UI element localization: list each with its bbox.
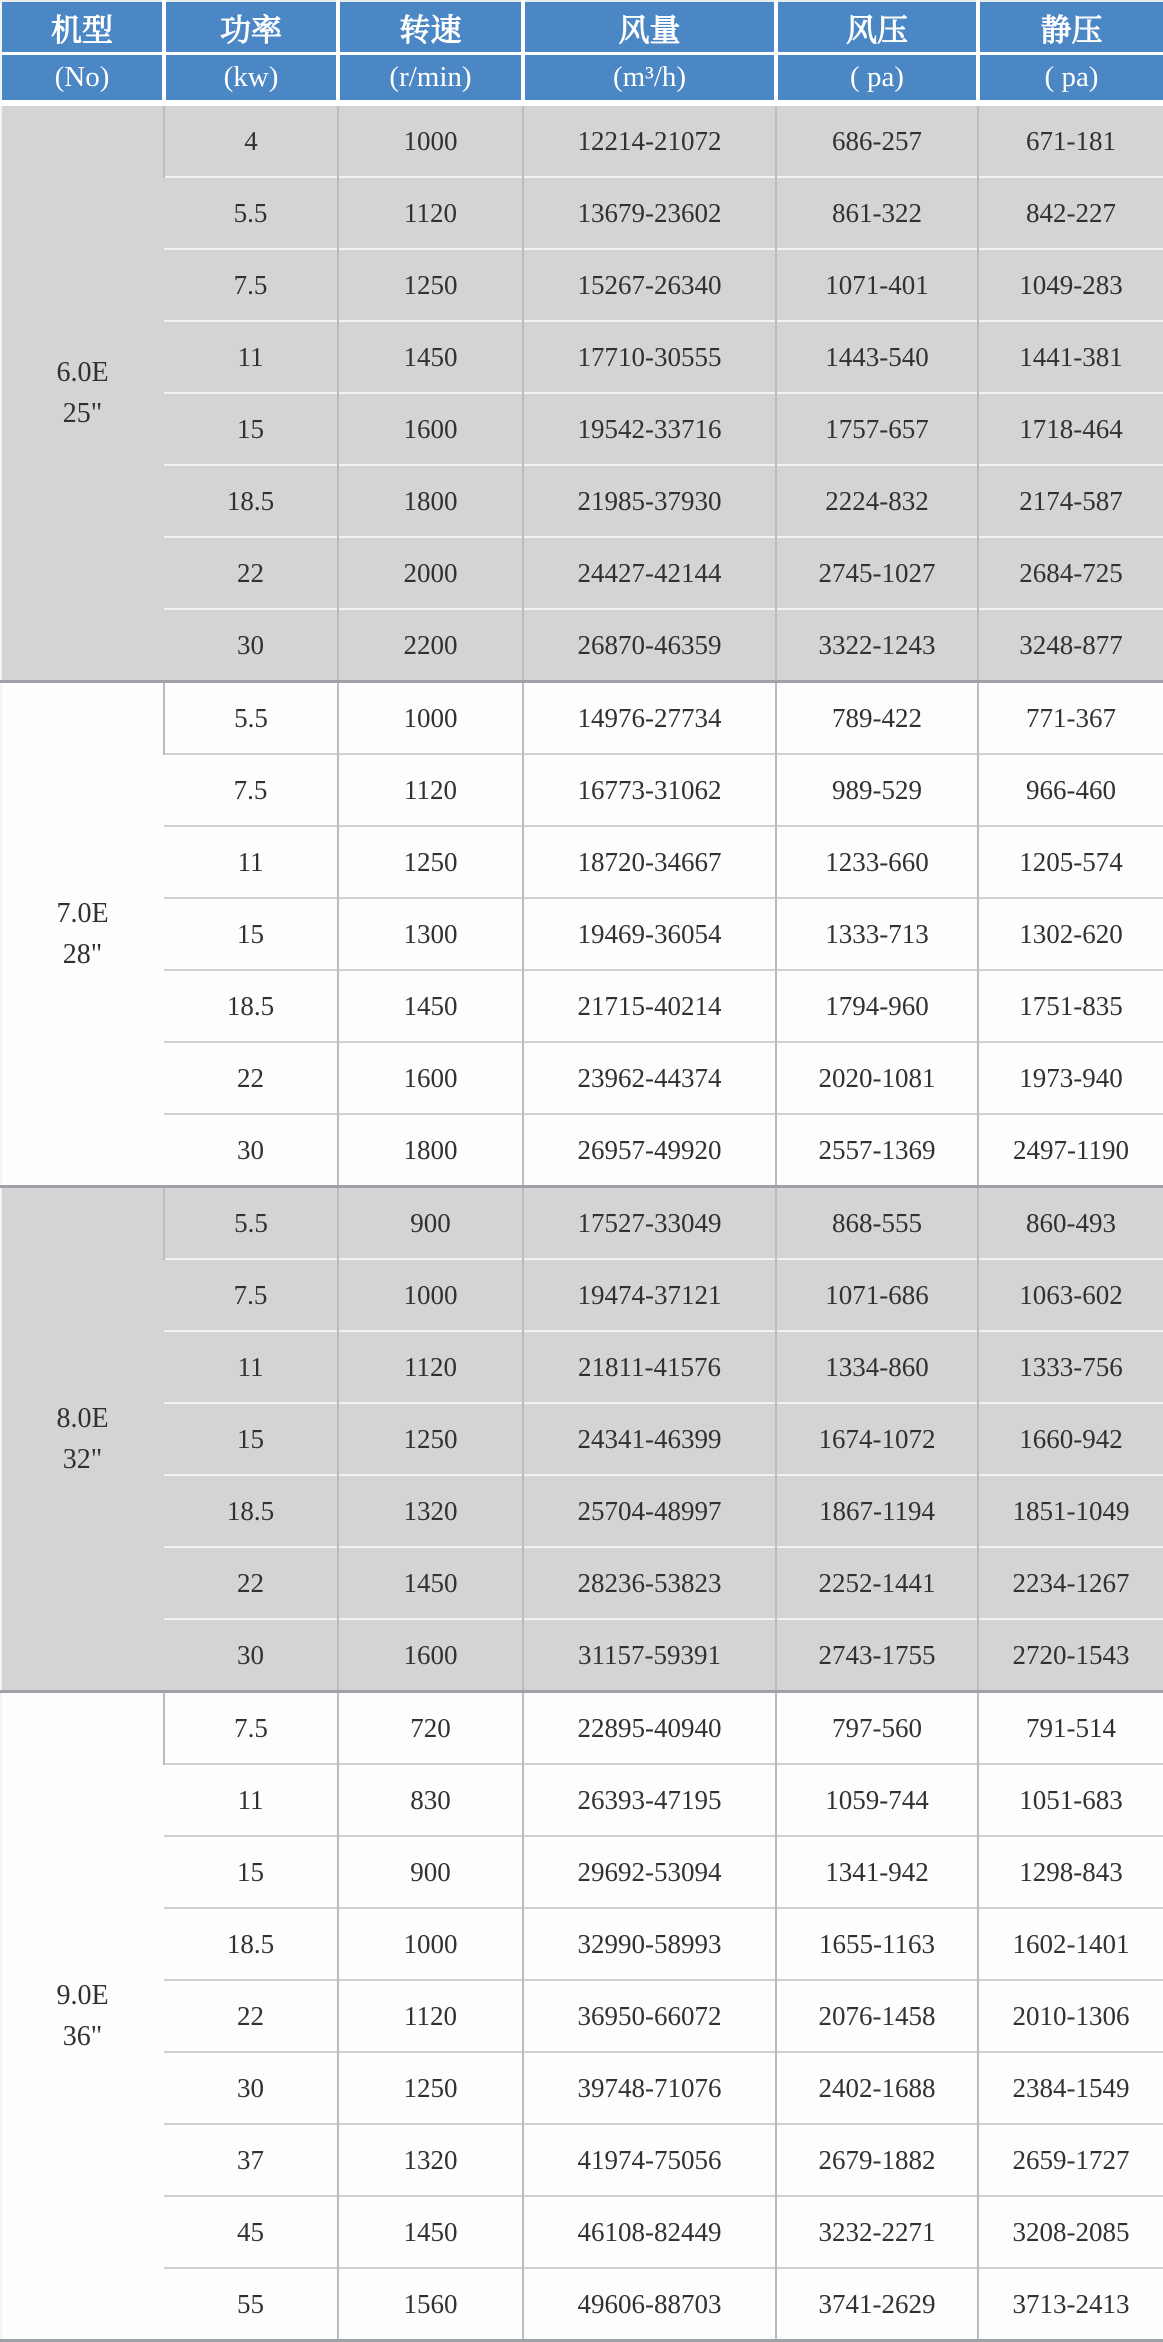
speed-cell: 1000: [338, 1259, 523, 1331]
speed-cell: 1120: [338, 1331, 523, 1403]
speed-cell: 900: [338, 1836, 523, 1908]
speed-cell: 1800: [338, 1114, 523, 1187]
pressure-cell: 1443-540: [776, 321, 978, 393]
table-row: [1, 826, 1163, 898]
table-row: [1, 1547, 1163, 1619]
pressure-cell: 989-529: [776, 754, 978, 826]
header-model: 机型: [1, 1, 164, 54]
power-cell: 4: [164, 103, 338, 177]
airflow-cell: 14976-27734: [523, 682, 776, 755]
airflow-cell: 26393-47195: [523, 1764, 776, 1836]
table-header: [1, 1, 1163, 103]
pressure-cell: 861-322: [776, 177, 978, 249]
table-row: [1, 1403, 1163, 1475]
model-cell: [1, 103, 164, 682]
model-size: 25": [62, 397, 103, 429]
airflow-cell: 19474-37121: [523, 1259, 776, 1331]
model-cell: [1, 1692, 164, 2341]
pressure-cell: 1341-942: [776, 1836, 978, 1908]
header-airflow: 风量: [523, 1, 776, 54]
airflow-cell: 28236-53823: [523, 1547, 776, 1619]
airflow-cell: 39748-71076: [523, 2052, 776, 2124]
pressure-cell: 1059-744: [776, 1764, 978, 1836]
static-pressure-cell: 2174-587: [978, 465, 1163, 537]
table-row: [1, 249, 1163, 321]
static-pressure-cell: 1718-464: [978, 393, 1163, 465]
pressure-cell: 2745-1027: [776, 537, 978, 609]
unit-speed: (r/min): [338, 54, 523, 104]
speed-cell: 2200: [338, 609, 523, 682]
model-cell: [1, 682, 164, 1187]
airflow-cell: 12214-21072: [523, 103, 776, 177]
table-row: [1, 1692, 1163, 1765]
speed-cell: 1000: [338, 103, 523, 177]
table-row: [1, 1114, 1163, 1187]
power-cell: 15: [164, 898, 338, 970]
pressure-cell: 2557-1369: [776, 1114, 978, 1187]
speed-cell: 900: [338, 1187, 523, 1260]
unit-model: (No): [1, 54, 164, 104]
static-pressure-cell: 1051-683: [978, 1764, 1163, 1836]
static-pressure-cell: 671-181: [978, 103, 1163, 177]
table-row: [1, 537, 1163, 609]
speed-cell: 1250: [338, 2052, 523, 2124]
table-row: [1, 1259, 1163, 1331]
static-pressure-cell: 791-514: [978, 1692, 1163, 1765]
static-pressure-cell: 1063-602: [978, 1259, 1163, 1331]
airflow-cell: 26870-46359: [523, 609, 776, 682]
static-pressure-cell: 966-460: [978, 754, 1163, 826]
pressure-cell: 3322-1243: [776, 609, 978, 682]
table-row: [1, 393, 1163, 465]
table-row: [1, 1331, 1163, 1403]
static-pressure-cell: 2659-1727: [978, 2124, 1163, 2196]
airflow-cell: 41974-75056: [523, 2124, 776, 2196]
static-pressure-cell: 1973-940: [978, 1042, 1163, 1114]
power-cell: 18.5: [164, 1475, 338, 1547]
pressure-cell: 1867-1194: [776, 1475, 978, 1547]
pressure-cell: 2076-1458: [776, 1980, 978, 2052]
power-cell: 11: [164, 1764, 338, 1836]
speed-cell: 1000: [338, 682, 523, 755]
static-pressure-cell: 1302-620: [978, 898, 1163, 970]
table-row: [1, 1187, 1163, 1260]
static-pressure-cell: 1049-283: [978, 249, 1163, 321]
power-cell: 7.5: [164, 1259, 338, 1331]
speed-cell: 1300: [338, 898, 523, 970]
pressure-cell: 1333-713: [776, 898, 978, 970]
pressure-cell: 2252-1441: [776, 1547, 978, 1619]
table-row: [1, 321, 1163, 393]
power-cell: 5.5: [164, 682, 338, 755]
table-row: [1, 970, 1163, 1042]
airflow-cell: 26957-49920: [523, 1114, 776, 1187]
table-row: [1, 1042, 1163, 1114]
static-pressure-cell: 2234-1267: [978, 1547, 1163, 1619]
power-cell: 30: [164, 1114, 338, 1187]
power-cell: 22: [164, 537, 338, 609]
pressure-cell: 868-555: [776, 1187, 978, 1260]
static-pressure-cell: 2010-1306: [978, 1980, 1163, 2052]
model-number: 6.0E: [56, 356, 109, 388]
table-row: [1, 1908, 1163, 1980]
pressure-cell: 2224-832: [776, 465, 978, 537]
airflow-cell: 19542-33716: [523, 393, 776, 465]
speed-cell: 1120: [338, 177, 523, 249]
model-group: [1, 103, 1163, 682]
static-pressure-cell: 842-227: [978, 177, 1163, 249]
pressure-cell: 3232-2271: [776, 2196, 978, 2268]
model-cell: [1, 1187, 164, 1692]
model-group: [1, 1187, 1163, 1692]
model-group: [1, 682, 1163, 1187]
pressure-cell: 2743-1755: [776, 1619, 978, 1692]
speed-cell: 1000: [338, 1908, 523, 1980]
speed-cell: 1250: [338, 826, 523, 898]
power-cell: 7.5: [164, 754, 338, 826]
power-cell: 55: [164, 2268, 338, 2341]
airflow-cell: 17710-30555: [523, 321, 776, 393]
airflow-cell: 19469-36054: [523, 898, 776, 970]
airflow-cell: 18720-34667: [523, 826, 776, 898]
model-size: 36": [62, 2020, 103, 2052]
static-pressure-cell: 3208-2085: [978, 2196, 1163, 2268]
table-row: [1, 609, 1163, 682]
airflow-cell: 32990-58993: [523, 1908, 776, 1980]
table-row: [1, 1764, 1163, 1836]
table-row: [1, 1980, 1163, 2052]
model-number: 8.0E: [56, 1402, 109, 1434]
speed-cell: 1320: [338, 2124, 523, 2196]
header-unit-row: [1, 54, 1163, 104]
airflow-cell: 46108-82449: [523, 2196, 776, 2268]
pressure-cell: 789-422: [776, 682, 978, 755]
power-cell: 22: [164, 1547, 338, 1619]
static-pressure-cell: 2684-725: [978, 537, 1163, 609]
table-row: [1, 2268, 1163, 2341]
static-pressure-cell: 860-493: [978, 1187, 1163, 1260]
power-cell: 11: [164, 1331, 338, 1403]
airflow-cell: 24427-42144: [523, 537, 776, 609]
pressure-cell: 686-257: [776, 103, 978, 177]
power-cell: 30: [164, 1619, 338, 1692]
static-pressure-cell: 1205-574: [978, 826, 1163, 898]
table-row: [1, 2052, 1163, 2124]
airflow-cell: 13679-23602: [523, 177, 776, 249]
model-number: 7.0E: [56, 897, 109, 929]
pressure-cell: 1757-657: [776, 393, 978, 465]
speed-cell: 1600: [338, 1619, 523, 1692]
power-cell: 11: [164, 826, 338, 898]
header-speed: 转速: [338, 1, 523, 54]
power-cell: 22: [164, 1042, 338, 1114]
power-cell: 15: [164, 393, 338, 465]
speed-cell: 1120: [338, 754, 523, 826]
speed-cell: 720: [338, 1692, 523, 1765]
airflow-cell: 17527-33049: [523, 1187, 776, 1260]
pressure-cell: 2402-1688: [776, 2052, 978, 2124]
pressure-cell: 3741-2629: [776, 2268, 978, 2341]
table-row: [1, 682, 1163, 755]
pressure-cell: 1655-1163: [776, 1908, 978, 1980]
static-pressure-cell: 1851-1049: [978, 1475, 1163, 1547]
airflow-cell: 23962-44374: [523, 1042, 776, 1114]
static-pressure-cell: 3248-877: [978, 609, 1163, 682]
speed-cell: 1450: [338, 970, 523, 1042]
speed-cell: 1250: [338, 249, 523, 321]
header-pressure: 风压: [776, 1, 978, 54]
unit-pressure: ( pa): [776, 54, 978, 104]
power-cell: 37: [164, 2124, 338, 2196]
pressure-cell: 797-560: [776, 1692, 978, 1765]
power-cell: 22: [164, 1980, 338, 2052]
power-cell: 45: [164, 2196, 338, 2268]
power-cell: 15: [164, 1836, 338, 1908]
pressure-cell: 1794-960: [776, 970, 978, 1042]
table-row: [1, 465, 1163, 537]
table-row: [1, 1619, 1163, 1692]
static-pressure-cell: 1333-756: [978, 1331, 1163, 1403]
static-pressure-cell: 3713-2413: [978, 2268, 1163, 2341]
static-pressure-cell: 2720-1543: [978, 1619, 1163, 1692]
static-pressure-cell: 1602-1401: [978, 1908, 1163, 1980]
pressure-cell: 2020-1081: [776, 1042, 978, 1114]
power-cell: 18.5: [164, 970, 338, 1042]
pressure-cell: 1071-401: [776, 249, 978, 321]
power-cell: 18.5: [164, 465, 338, 537]
airflow-cell: 29692-53094: [523, 1836, 776, 1908]
power-cell: 15: [164, 1403, 338, 1475]
speed-cell: 830: [338, 1764, 523, 1836]
pressure-cell: 1071-686: [776, 1259, 978, 1331]
speed-cell: 1800: [338, 465, 523, 537]
table-row: [1, 177, 1163, 249]
speed-cell: 1560: [338, 2268, 523, 2341]
airflow-cell: 21715-40214: [523, 970, 776, 1042]
power-cell: 30: [164, 609, 338, 682]
power-cell: 11: [164, 321, 338, 393]
unit-airflow: (m³/h): [523, 54, 776, 104]
static-pressure-cell: 1751-835: [978, 970, 1163, 1042]
pressure-cell: 2679-1882: [776, 2124, 978, 2196]
static-pressure-cell: 1298-843: [978, 1836, 1163, 1908]
airflow-cell: 31157-59391: [523, 1619, 776, 1692]
airflow-cell: 16773-31062: [523, 754, 776, 826]
pressure-cell: 1233-660: [776, 826, 978, 898]
table-row: [1, 898, 1163, 970]
unit-power: (kw): [164, 54, 338, 104]
airflow-cell: 15267-26340: [523, 249, 776, 321]
static-pressure-cell: 2497-1190: [978, 1114, 1163, 1187]
header-title-row: [1, 1, 1163, 54]
power-cell: 7.5: [164, 249, 338, 321]
model-size: 28": [62, 938, 103, 970]
speed-cell: 1320: [338, 1475, 523, 1547]
airflow-cell: 49606-88703: [523, 2268, 776, 2341]
speed-cell: 1600: [338, 393, 523, 465]
static-pressure-cell: 771-367: [978, 682, 1163, 755]
power-cell: 5.5: [164, 177, 338, 249]
table-row: [1, 2196, 1163, 2268]
speed-cell: 1450: [338, 2196, 523, 2268]
airflow-cell: 21985-37930: [523, 465, 776, 537]
speed-cell: 1120: [338, 1980, 523, 2052]
table-row: [1, 1475, 1163, 1547]
unit-static-pressure: ( pa): [978, 54, 1163, 104]
pressure-cell: 1334-860: [776, 1331, 978, 1403]
header-static-pressure: 静压: [978, 1, 1163, 54]
table-row: [1, 754, 1163, 826]
model-number: 9.0E: [56, 1979, 109, 2011]
speed-cell: 1450: [338, 321, 523, 393]
power-cell: 7.5: [164, 1692, 338, 1765]
table-row: [1, 1836, 1163, 1908]
speed-cell: 1250: [338, 1403, 523, 1475]
speed-cell: 1450: [338, 1547, 523, 1619]
static-pressure-cell: 2384-1549: [978, 2052, 1163, 2124]
airflow-cell: 36950-66072: [523, 1980, 776, 2052]
table-row: [1, 103, 1163, 177]
pressure-cell: 1674-1072: [776, 1403, 978, 1475]
power-cell: 5.5: [164, 1187, 338, 1260]
airflow-cell: 25704-48997: [523, 1475, 776, 1547]
static-pressure-cell: 1660-942: [978, 1403, 1163, 1475]
power-cell: 18.5: [164, 1908, 338, 1980]
power-cell: 30: [164, 2052, 338, 2124]
header-power: 功率: [164, 1, 338, 54]
speed-cell: 1600: [338, 1042, 523, 1114]
model-group: [1, 1692, 1163, 2341]
airflow-cell: 21811-41576: [523, 1331, 776, 1403]
airflow-cell: 22895-40940: [523, 1692, 776, 1765]
table-row: [1, 2124, 1163, 2196]
airflow-cell: 24341-46399: [523, 1403, 776, 1475]
speed-cell: 2000: [338, 537, 523, 609]
static-pressure-cell: 1441-381: [978, 321, 1163, 393]
model-size: 32": [62, 1443, 103, 1475]
